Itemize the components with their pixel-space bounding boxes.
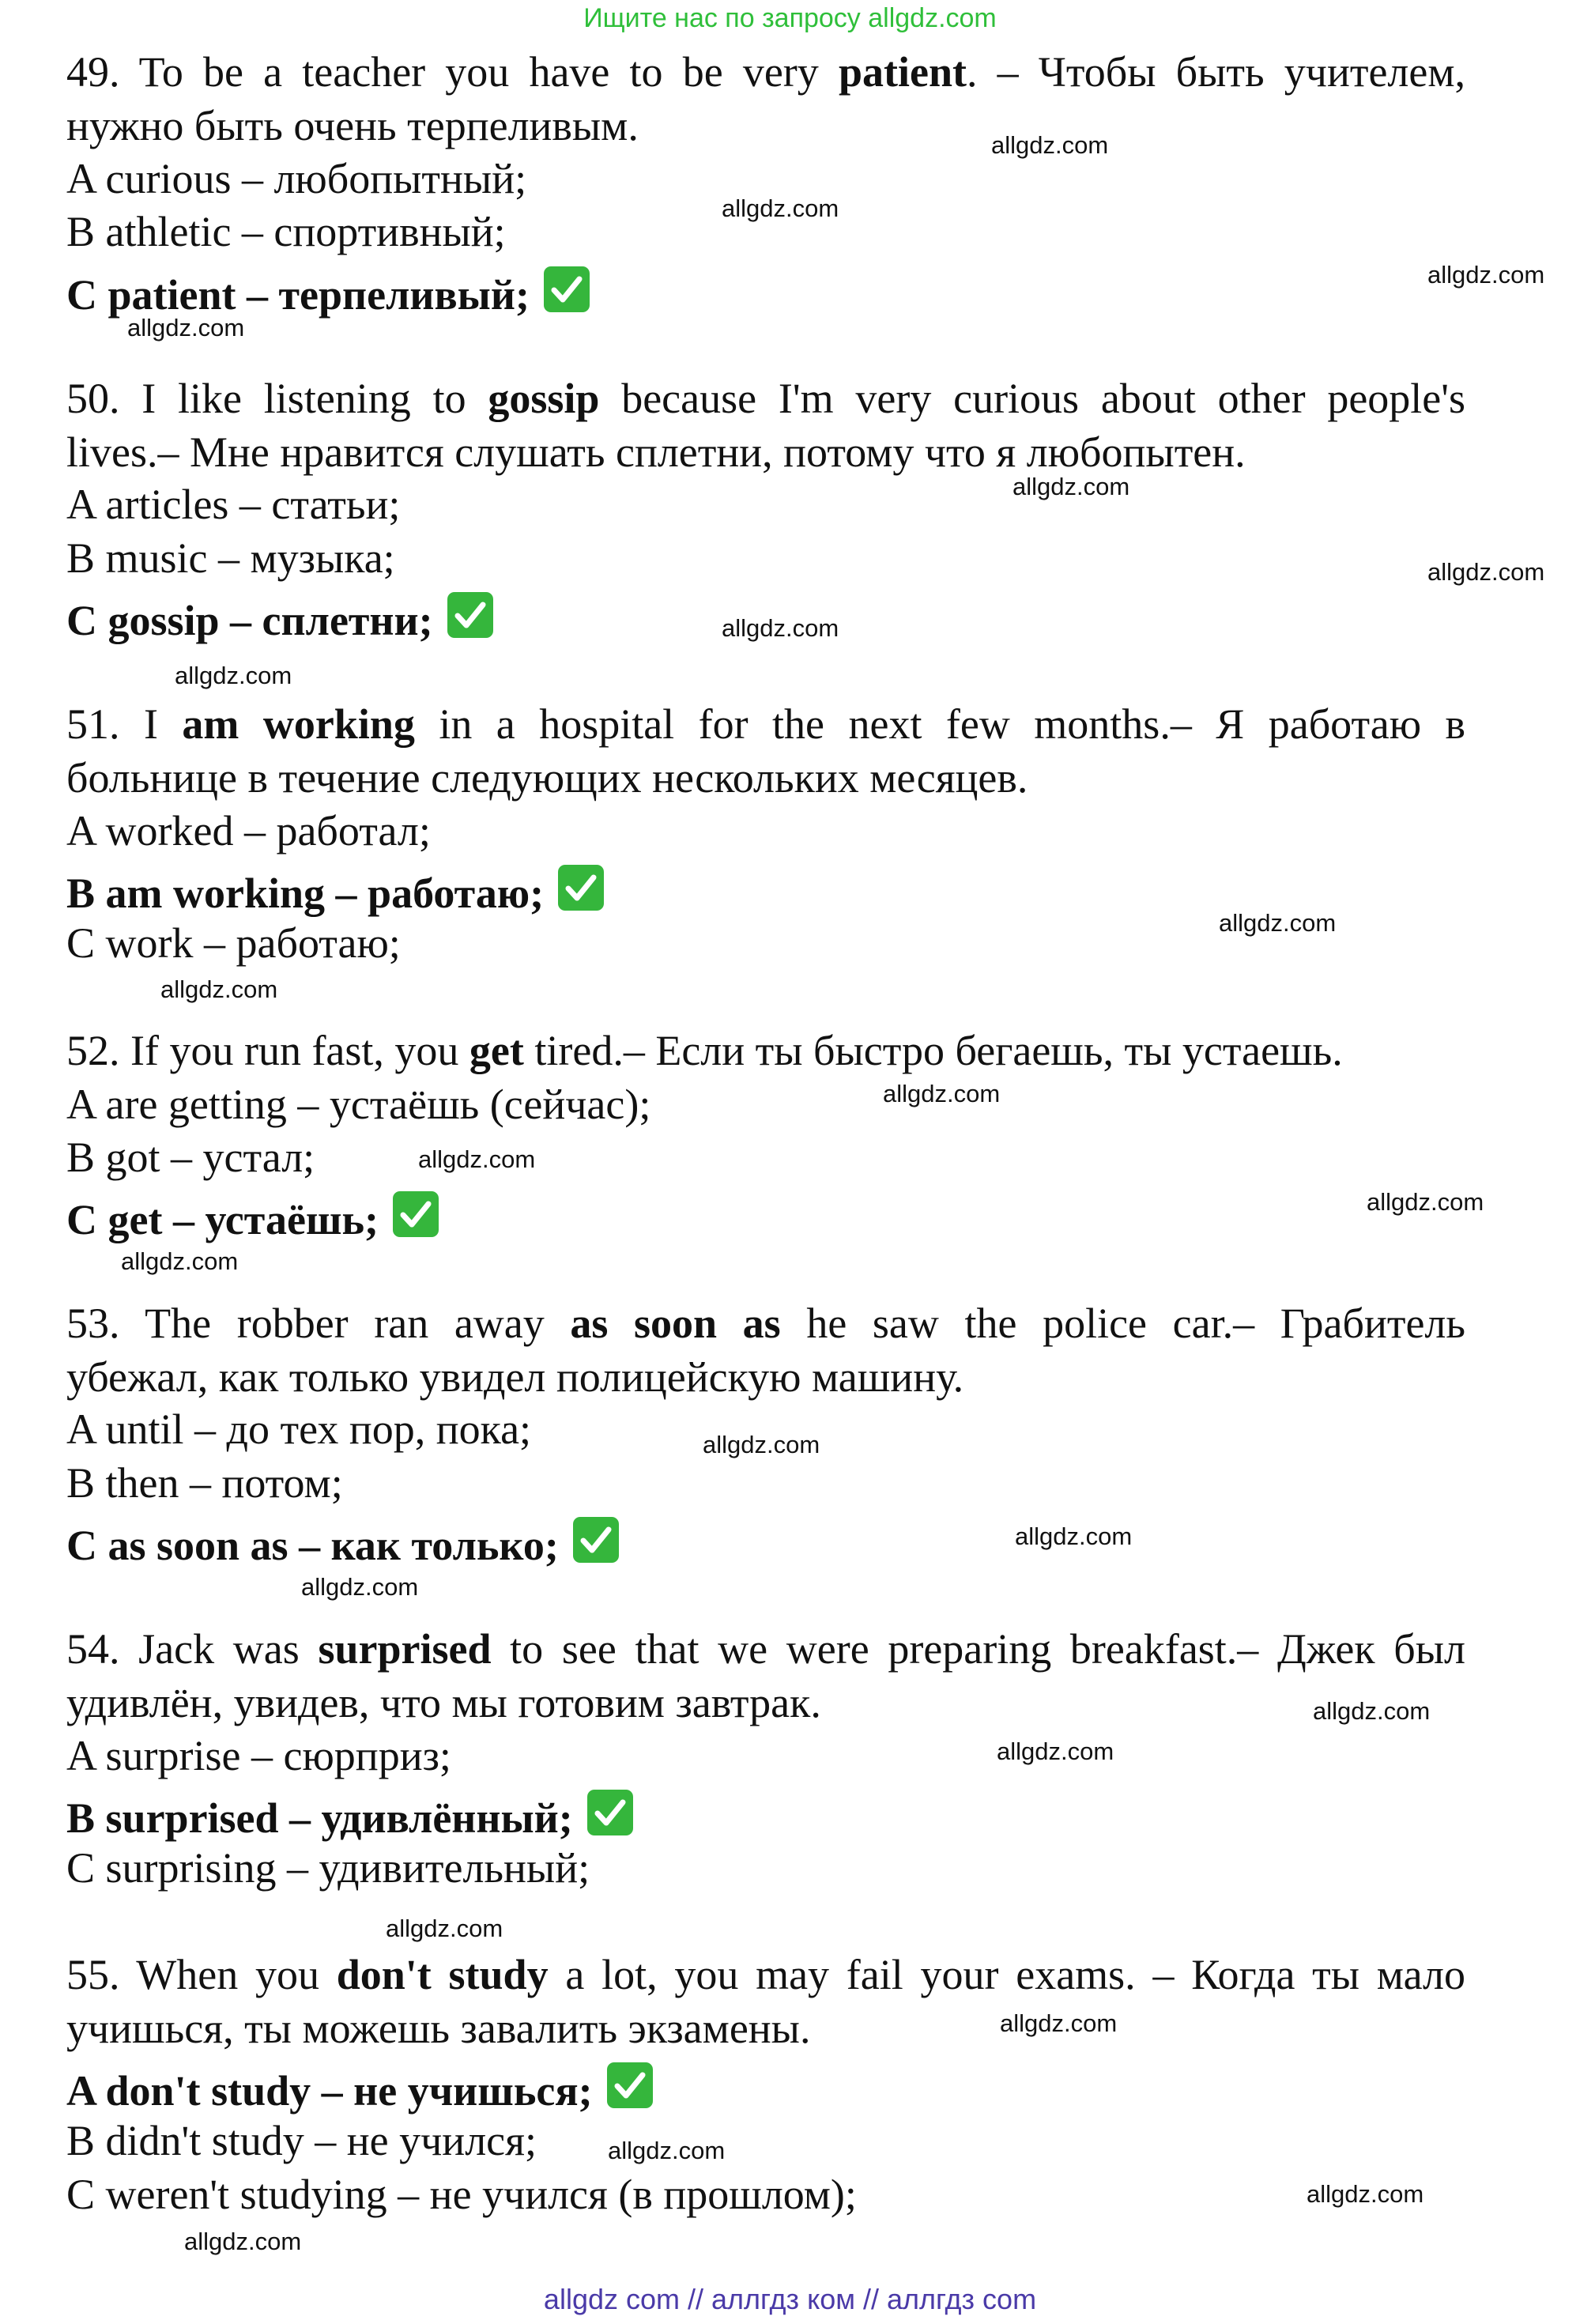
watermark: allgdz.com: [418, 1145, 536, 1173]
question-52: 52. If you run fast, you get tired.– Если ты быстро бегаешь, ты устаешь.: [66, 1027, 1343, 1074]
question-55-continuation: учишься, ты можешь завалить экзамены.: [66, 2005, 811, 2052]
watermark: allgdz.com: [722, 614, 839, 642]
watermark: allgdz.com: [1015, 1522, 1133, 1550]
question-50: 50. I like listening to gossip because I'm very curious about other people's: [66, 375, 1466, 422]
option-53-b: B then – потом;: [66, 1459, 343, 1507]
check-mark-icon: [558, 865, 604, 911]
option-55-a-correct: A don't study – не учишься;: [66, 2062, 653, 2112]
watermark: allgdz.com: [608, 2137, 726, 2164]
option-54-a: A surprise – сюрприз;: [66, 1732, 451, 1779]
check-mark-icon: [587, 1790, 633, 1835]
watermark: allgdz.com: [883, 1080, 1001, 1107]
watermark: allgdz.com: [386, 1915, 503, 1942]
watermark: allgdz.com: [1313, 1697, 1431, 1725]
watermark: allgdz.com: [997, 1737, 1114, 1765]
watermark: allgdz.com: [1427, 261, 1545, 289]
question-54: 54. Jack was surprised to see that we were preparing breakfast.– Джек был: [66, 1625, 1465, 1673]
question-49: 49. To be a teacher you have to be very patient. – Чтобы быть учителем,: [66, 48, 1466, 96]
question-53: 53. The robber ran away as soon as he saw the police car.– Грабитель: [66, 1300, 1465, 1347]
watermark: allgdz.com: [1427, 558, 1545, 586]
option-51-a: A worked – работал;: [66, 807, 431, 855]
question-50-continuation: lives.– Мне нравится слушать сплетни, потому что я любопытен.: [66, 428, 1246, 476]
watermark: allgdz.com: [127, 314, 245, 341]
watermark: allgdz.com: [1367, 1188, 1484, 1216]
watermark: allgdz.com: [1219, 909, 1337, 937]
footer-links[interactable]: allgdz com // аллгдз ком // аллгдз com: [543, 2283, 1037, 2315]
watermark: allgdz.com: [722, 194, 839, 222]
check-mark-icon: [544, 266, 590, 312]
option-49-c-correct: C patient – терпеливый;: [66, 266, 590, 316]
option-49-a: A curious – любопытный;: [66, 155, 527, 202]
question-53-continuation: убежал, как только увидел полицейскую машину.: [66, 1353, 964, 1401]
watermark: allgdz.com: [121, 1247, 239, 1275]
question-49-continuation: нужно быть очень терпеливым.: [66, 102, 639, 149]
option-49-b: B athletic – спортивный;: [66, 208, 506, 255]
watermark: allgdz.com: [703, 1431, 820, 1458]
option-51-b-correct: B am working – работаю;: [66, 865, 604, 915]
check-mark-icon: [573, 1517, 619, 1563]
question-54-continuation: удивлён, увидев, что мы готовим завтрак.: [66, 1679, 821, 1726]
option-51-c: C work – работаю;: [66, 919, 401, 967]
option-54-c: C surprising – удивительный;: [66, 1844, 590, 1892]
option-50-a: A articles – статьи;: [66, 481, 401, 528]
question-51-continuation: больнице в течение следующих нескольких месяцев.: [66, 754, 1028, 802]
watermark: allgdz.com: [1307, 2180, 1424, 2208]
option-54-b-correct: B surprised – удивлённый;: [66, 1790, 633, 1839]
option-52-c-correct: C get – устаёшь;: [66, 1191, 439, 1241]
question-55: 55. When you don't study a lot, you may fail your exams. – Когда ты мало: [66, 1951, 1465, 1998]
check-mark-icon: [393, 1191, 439, 1237]
check-mark-icon: [607, 2062, 653, 2108]
option-55-c: C weren't studying – не учился (в прошлом);: [66, 2171, 857, 2218]
watermark: allgdz.com: [184, 2228, 302, 2255]
question-51: 51. I am working in a hospital for the next few months.– Я работаю в: [66, 700, 1465, 748]
option-55-b: B didn't study – не учился;: [66, 2117, 537, 2164]
check-mark-icon: [447, 592, 493, 638]
top-search-banner[interactable]: Ищите нас по запросу allgdz.com: [583, 3, 997, 33]
watermark: allgdz.com: [175, 662, 292, 689]
option-50-c-correct: C gossip – сплетни;: [66, 592, 493, 642]
watermark: allgdz.com: [1000, 2009, 1118, 2037]
option-50-b: B music – музыка;: [66, 534, 395, 582]
option-53-a: A until – до тех пор, пока;: [66, 1405, 532, 1453]
watermark: allgdz.com: [160, 975, 278, 1003]
watermark: allgdz.com: [991, 131, 1109, 159]
watermark: allgdz.com: [1012, 473, 1130, 500]
option-52-b: B got – устал;: [66, 1134, 315, 1181]
option-53-c-correct: C as soon as – как только;: [66, 1517, 619, 1567]
option-52-a: A are getting – устаёшь (сейчас);: [66, 1081, 651, 1128]
watermark: allgdz.com: [301, 1573, 419, 1601]
